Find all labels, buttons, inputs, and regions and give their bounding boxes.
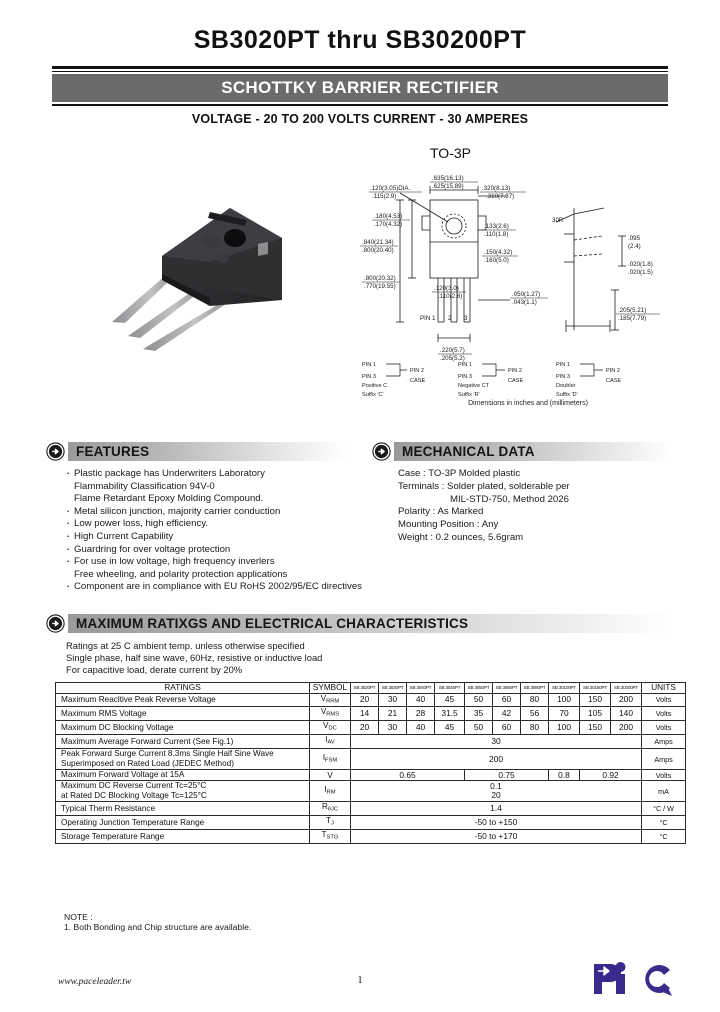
svg-text:.115(2.9): .115(2.9): [372, 193, 397, 200]
cell-value: 105: [580, 707, 611, 721]
svg-text:Doubler: Doubler: [556, 383, 576, 389]
svg-text:.840(21.34): .840(21.34): [362, 239, 394, 246]
svg-text:.320(8.13): .320(8.13): [482, 185, 511, 192]
table-row: [56, 735, 686, 749]
svg-text:Suffix 'C': Suffix 'C': [362, 392, 384, 398]
col-part-6: SB 3080PT: [521, 683, 549, 694]
svg-text:.160(5.0): .160(5.0): [484, 257, 509, 264]
cell-units: Volts: [642, 770, 686, 781]
svg-text:.635(16.13): .635(16.13): [432, 175, 464, 182]
svg-text:PIN 2: PIN 2: [410, 368, 424, 374]
page-number: 1: [357, 974, 363, 986]
ratings-table: [55, 682, 686, 844]
cell-rating: Maximum Forward Voltage at 15A: [56, 770, 310, 781]
cell-symbol: $I_{RM}$: [310, 781, 351, 802]
cell-value: 35: [465, 707, 493, 721]
col-symbol: SYMBOL: [310, 683, 351, 694]
cell-rating: Typical Therm Resistance: [56, 802, 310, 816]
svg-text:PIN 3: PIN 3: [556, 374, 570, 380]
cell-rating: Maximum DC Blocking Voltage: [56, 721, 310, 735]
cell-value: 0.92: [580, 770, 642, 781]
table-row: [56, 770, 686, 781]
svg-text:CASE: CASE: [410, 378, 426, 384]
cell-symbol: $T_{STG}$: [310, 830, 351, 844]
band-bottom-rule: [52, 104, 668, 106]
cell-value: 80: [521, 721, 549, 735]
product-type-band: [52, 74, 668, 102]
svg-text:.120(3.0): .120(3.0): [434, 285, 459, 292]
mechanical-title-bar: [394, 442, 672, 461]
list-item: [64, 506, 374, 519]
list-item: [64, 518, 374, 531]
svg-text:Negative CT: Negative CT: [458, 383, 490, 389]
col-part-1: SB 3030PT: [379, 683, 407, 694]
list-item: [64, 468, 374, 506]
svg-text:.133(2.6): .133(2.6): [484, 223, 509, 230]
feature-cont: Flammability Classification 94V-0: [74, 480, 215, 492]
cell-value: 45: [435, 721, 465, 735]
cell-value: 30: [379, 721, 407, 735]
cell-value: 40: [407, 693, 435, 707]
note-label: NOTE :: [64, 912, 93, 922]
cell-units: mA: [642, 781, 686, 802]
cell-value: 40: [407, 721, 435, 735]
svg-text:.205(5.21): .205(5.21): [618, 307, 647, 314]
voltage-current-subtitle: VOLTAGE - 20 TO 200 VOLTS CURRENT - 30 AMPERES: [191, 112, 529, 126]
svg-text:.110(1.8): .110(1.8): [484, 231, 509, 238]
col-part-9: SB 30200PT: [611, 683, 642, 694]
cell-value: 50: [465, 693, 493, 707]
svg-text:.170(4.32): .170(4.32): [374, 221, 403, 228]
cell-symbol: $V_{RMS}$: [310, 707, 351, 721]
note-item: 1. Both Bonding and Chip structure are available.: [64, 922, 252, 933]
svg-text:.120(3.05)DIA.: .120(3.05)DIA.: [370, 185, 411, 192]
svg-text:.050(1.27): .050(1.27): [512, 291, 541, 298]
feature-cont: Free wheeling, and polarity protection applications: [74, 568, 288, 580]
svg-text:3: 3: [464, 315, 468, 322]
cell-units: Amps: [642, 749, 686, 770]
cell-symbol: $V_{RRM}$: [310, 693, 351, 707]
cell-value: 200: [611, 693, 642, 707]
svg-text:Positive C: Positive C: [362, 383, 388, 389]
product-type-label: SCHOTTKY BARRIER RECTIFIER: [221, 78, 499, 97]
preamble-line: Ratings at 25 C ambient temp. unless otherwise specified: [66, 640, 305, 651]
cell-value: 200: [351, 749, 642, 770]
cell-value: 80: [521, 693, 549, 707]
table-row: [56, 781, 686, 802]
feature-text: For use in low voltage, high frequency inverlers: [74, 556, 275, 568]
cell-value: 1.4: [351, 802, 642, 816]
arrow-circle-icon: [46, 442, 65, 461]
cell-value: 60: [493, 721, 521, 735]
table-row: [56, 749, 686, 770]
feature-text: Low power loss, high efficiency.: [74, 518, 209, 530]
svg-text:PIN 1: PIN 1: [556, 362, 570, 368]
svg-text:PIN 1: PIN 1: [420, 315, 436, 322]
table-row: [56, 721, 686, 735]
title-rule-thick: [52, 66, 668, 69]
cell-value: 30: [351, 735, 642, 749]
arrow-circle-icon: [372, 442, 391, 461]
list-item: [64, 531, 374, 544]
col-part-7: SB 30100PT: [549, 683, 580, 694]
arrow-circle-icon: [46, 614, 65, 633]
ratings-table-body: [56, 693, 686, 844]
table-row: [56, 707, 686, 721]
cell-value: 45: [435, 693, 465, 707]
svg-text:PIN 2: PIN 2: [508, 368, 522, 374]
feature-text: High Current Capability: [74, 530, 174, 542]
mechanical-heading: MECHANICAL DATA: [402, 444, 535, 459]
cell-value: 56: [521, 707, 549, 721]
mechanical-data-list: [398, 468, 678, 545]
mech-line: MIL-STD-750, Method 2026: [450, 493, 569, 505]
svg-text:.150(4.32): .150(4.32): [484, 249, 513, 256]
svg-text:PIN 3: PIN 3: [458, 374, 472, 380]
feature-cont: Flame Retardant Epoxy Molding Compound.: [74, 493, 264, 505]
company-logo: [592, 962, 672, 996]
features-section-header: [46, 442, 346, 461]
mech-line: Weight : 0.2 ounces, 5.6gram: [398, 531, 524, 543]
svg-text:.310(7.87): .310(7.87): [486, 193, 515, 200]
cell-rating: Maximum Average Forward Current (See Fig.1): [56, 735, 310, 749]
cell-units: Volts: [642, 693, 686, 707]
ratings-preamble: [66, 640, 516, 675]
table-header-row: [56, 683, 686, 694]
svg-text:(2.4): (2.4): [628, 243, 641, 250]
svg-text:2: 2: [448, 315, 452, 322]
cell-value: 20: [351, 693, 379, 707]
features-title-bar: [68, 442, 346, 461]
col-part-4: SB 3050PT: [465, 683, 493, 694]
cell-value: 0.75: [465, 770, 549, 781]
svg-text:.800(20.32): .800(20.32): [364, 275, 396, 282]
svg-text:.625(15.89): .625(15.89): [432, 183, 464, 190]
col-units: UNITS: [642, 683, 686, 694]
cell-value: -50 to +170: [351, 830, 642, 844]
cell-value: 42: [493, 707, 521, 721]
svg-text:.110(2.8): .110(2.8): [438, 293, 463, 300]
cell-symbol: V: [310, 770, 351, 781]
svg-text:.205(5.2): .205(5.2): [440, 355, 465, 362]
cell-units: °C / W: [642, 802, 686, 816]
cell-rating: Peak Forward Surge Current 8.3ms Single Half Sine Wave Superimposed on Rated Load (JEDEC Method): [56, 749, 310, 770]
cell-symbol: $V_{DC}$: [310, 721, 351, 735]
features-heading: FEATURES: [76, 444, 150, 459]
features-list: [64, 468, 374, 594]
list-item: [64, 544, 374, 557]
table-row: [56, 816, 686, 830]
page-title: SB3020PT thru SB30200PT: [193, 26, 527, 54]
mech-line: Mounting Position : Any: [398, 519, 499, 531]
cell-value: 20: [351, 721, 379, 735]
col-part-5: SB 3060PT: [493, 683, 521, 694]
cell-value: 0.8: [549, 770, 580, 781]
package-outline-title: TO-3P: [430, 145, 471, 161]
cell-value: 70: [549, 707, 580, 721]
svg-text:CASE: CASE: [606, 378, 622, 384]
cell-units: Amps: [642, 735, 686, 749]
cell-value: 31.5: [435, 707, 465, 721]
svg-text:PIN 1: PIN 1: [458, 362, 472, 368]
svg-text:.020(1.8): .020(1.8): [628, 261, 653, 268]
preamble-line: For capacitive load, derate current by 20%: [66, 663, 243, 675]
list-item: [64, 556, 374, 581]
cell-value: 140: [611, 707, 642, 721]
col-part-0: SB 3020PT: [351, 683, 379, 694]
ratings-heading: MAXIMUM RATIXGS AND ELECTRICAL CHARACTERISTICS: [76, 616, 469, 631]
cell-value: 50: [465, 721, 493, 735]
cell-units: °C: [642, 830, 686, 844]
list-item: [64, 581, 374, 594]
mech-line: Terminals : Solder plated, solderable per: [398, 480, 570, 492]
svg-text:PIN 3: PIN 3: [362, 374, 376, 380]
cell-rating: Operating Junction Temperature Range: [56, 816, 310, 830]
table-row: [56, 693, 686, 707]
col-part-2: SB 3040PT: [407, 683, 435, 694]
mech-line: Case : TO-3P Molded plastic: [398, 468, 521, 479]
feature-text: Metal silicon junction, majority carrier conduction: [74, 505, 281, 517]
svg-text:.185(7.79): .185(7.79): [618, 315, 647, 322]
col-ratings: RATINGS: [56, 683, 310, 694]
svg-text:Suffix 'D': Suffix 'D': [556, 392, 578, 398]
svg-text:.770(19.55): .770(19.55): [364, 283, 396, 290]
svg-text:.800(20.40): .800(20.40): [362, 247, 394, 254]
dimension-note: Dimensions in inches and (millimeters): [468, 400, 588, 407]
cell-value: 14: [351, 707, 379, 721]
cell-symbol: $I_{AV}$: [310, 735, 351, 749]
mechanical-section-header: [372, 442, 672, 461]
svg-text:.043(1.1): .043(1.1): [512, 299, 537, 306]
preamble-line: Single phase, half sine wave, 60Hz, resistive or inductive load: [66, 651, 323, 663]
cell-value: 28: [407, 707, 435, 721]
footer-url[interactable]: www.paceleader.tw: [58, 977, 132, 987]
ratings-section-header: [46, 614, 674, 633]
cell-value: 150: [580, 721, 611, 735]
package-outline-drawing: [360, 170, 680, 415]
cell-value: 30: [379, 693, 407, 707]
svg-text:.020(1.5): .020(1.5): [628, 269, 653, 276]
svg-text:.180(4.53): .180(4.53): [374, 213, 403, 220]
feature-text: Plastic package has Underwriters Laboratory: [74, 468, 265, 479]
mech-line: Polarity : As Marked: [398, 506, 484, 518]
cell-rating: Maximum DC Reverse Current Tc=25°C at Rated DC Blocking Voltage Tc=125°C: [56, 781, 310, 802]
cell-value: 60: [493, 693, 521, 707]
cell-value: 0.65: [351, 770, 465, 781]
cell-symbol: $R_{\theta JC}$: [310, 802, 351, 816]
cell-units: °C: [642, 816, 686, 830]
cell-value: -50 to +150: [351, 816, 642, 830]
col-part-3: SB 3045PT: [435, 683, 465, 694]
svg-text:.095: .095: [628, 235, 641, 242]
cell-value: 21: [379, 707, 407, 721]
features-items: [64, 468, 374, 594]
cell-value: 200: [611, 721, 642, 735]
cell-units: Volts: [642, 721, 686, 735]
package-photo: [62, 182, 352, 422]
cell-rating: Maximum RMS Voltage: [56, 707, 310, 721]
cell-rating: Storage Temperature Range: [56, 830, 310, 844]
table-row: [56, 802, 686, 816]
feature-text: Guardring for over voltage protection: [74, 543, 231, 555]
cell-value: 150: [580, 693, 611, 707]
title-rule-thin: [52, 71, 668, 72]
cell-symbol: $T_J$: [310, 816, 351, 830]
col-part-8: SB 30150PT: [580, 683, 611, 694]
table-row: [56, 830, 686, 844]
ratings-title-bar: [68, 614, 674, 633]
svg-text:CASE: CASE: [508, 378, 524, 384]
cell-value: 100: [549, 721, 580, 735]
cell-units: Volts: [642, 707, 686, 721]
note-block: [64, 912, 464, 933]
cell-value: 100: [549, 693, 580, 707]
svg-text:.220(5.7): .220(5.7): [440, 347, 465, 354]
svg-text:30R: 30R: [552, 217, 564, 224]
svg-text:PIN 2: PIN 2: [606, 368, 620, 374]
svg-text:PIN 1: PIN 1: [362, 362, 376, 368]
svg-text:Suffix 'R': Suffix 'R': [458, 392, 480, 398]
cell-value: 0.1 20: [351, 781, 642, 802]
feature-text: Component are in compliance with EU RoHS 2002/95/EC directives: [74, 581, 362, 593]
cell-symbol: $I_{FSM}$: [310, 749, 351, 770]
cell-rating: Maximum Reacltive Peak Reverse Voltage: [56, 693, 310, 707]
